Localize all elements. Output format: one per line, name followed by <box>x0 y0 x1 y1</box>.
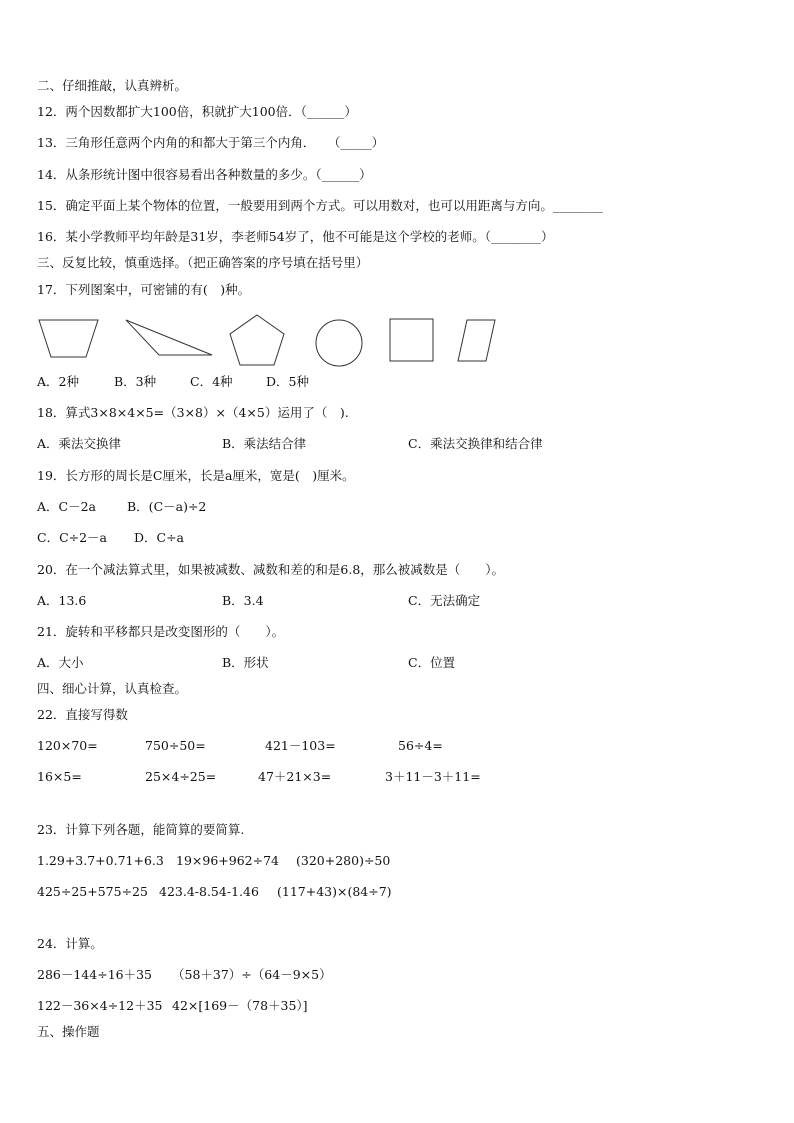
section-4-heading: 四、细心计算，认真检查。 <box>37 681 188 696</box>
q22-item: 3＋11－3＋11= <box>385 769 481 784</box>
q24-item: （58＋37）÷（64－9×5） <box>172 967 332 982</box>
triangle-shape <box>124 318 214 358</box>
section-3-heading: 三、反复比较，慎重选择。（把正确答案的序号填在括号里） <box>37 255 369 270</box>
q21-option-c: C．位置 <box>408 655 456 670</box>
question-13: 13．三角形任意两个内角的和都大于第三个内角． （_____） <box>37 135 385 150</box>
q19-option-d: D．C÷a <box>134 530 185 545</box>
q23-item: (117+43)×(84÷7) <box>277 884 392 899</box>
q24-item: 42×[169－（78＋35）] <box>172 998 308 1013</box>
question-16: 16．某小学教师平均年龄是31岁，李老师54岁了，他不可能是这个学校的老师。（________） <box>37 229 554 244</box>
q23-item: 1.29+3.7+0.71+6.3 <box>37 853 164 868</box>
q23-item: 423.4-8.54-1.46 <box>159 884 259 899</box>
q22-item: 25×4÷25= <box>145 769 217 784</box>
q20-option-b: B．3.4 <box>222 593 264 608</box>
section-2-heading: 二、仔细推敲，认真辨析。 <box>37 78 188 93</box>
section-5-heading: 五、操作题 <box>37 1024 100 1039</box>
question-18-stem: 18．算式3×8×4×5=（3×8）×（4×5）运用了（ ). <box>37 405 349 420</box>
q17-option-b: B．3种 <box>114 374 157 389</box>
question-12: 12．两个因数都扩大100倍，积就扩大100倍．（______） <box>37 104 357 119</box>
trapezoid-shape <box>38 318 100 360</box>
parallelogram-shape <box>457 319 497 363</box>
q23-item: (320+280)÷50 <box>296 853 391 868</box>
q19-option-a: A．C－2a <box>37 499 96 514</box>
question-22-stem: 22．直接写得数 <box>37 707 128 722</box>
circle-shape <box>314 318 364 368</box>
q21-option-a: A．大小 <box>37 655 84 670</box>
question-24-stem: 24．计算。 <box>37 936 103 951</box>
pentagon-shape <box>228 313 286 367</box>
q17-option-c: C．4种 <box>190 374 233 389</box>
q19-option-b: B．(C－a)÷2 <box>127 499 207 514</box>
q17-option-a: A．2种 <box>37 374 79 389</box>
square-shape <box>389 318 435 362</box>
q21-option-b: B．形状 <box>222 655 269 670</box>
q17-option-d: D．5种 <box>266 374 309 389</box>
q19-option-c: C．C÷2－a <box>37 530 108 545</box>
q22-item: 750÷50= <box>145 738 206 753</box>
q24-item: 286－144÷16＋35 <box>37 967 153 982</box>
q24-item: 122－36×4÷12＋35 <box>37 998 163 1013</box>
question-23-stem: 23．计算下列各题，能简算的要简算. <box>37 822 245 837</box>
q20-option-c: C．无法确定 <box>408 593 481 608</box>
q18-option-c: C．乘法交换律和结合律 <box>408 436 543 451</box>
q22-item: 56÷4= <box>398 738 443 753</box>
q23-item: 425÷25+575÷25 <box>37 884 148 899</box>
question-15: 15．确定平面上某个物体的位置，一般要用到两个方式。可以用数对，也可以用距离与方向。________ <box>37 198 603 213</box>
q22-item: 120×70= <box>37 738 98 753</box>
question-14: 14．从条形统计图中很容易看出各种数量的多少。（______） <box>37 167 372 182</box>
question-21-stem: 21．旋转和平移都只是改变图形的（ ）。 <box>37 624 285 639</box>
q22-item: 16×5= <box>37 769 82 784</box>
question-19-stem: 19．长方形的周长是C厘米，长是a厘米，宽是( )厘米。 <box>37 468 355 483</box>
question-20-stem: 20．在一个减法算式里，如果被减数、减数和差的和是6.8，那么被减数是（ ）。 <box>37 562 505 577</box>
q18-option-a: A．乘法交换律 <box>37 436 122 451</box>
question-17-stem: 17．下列图案中，可密铺的有( )种。 <box>37 282 251 297</box>
q22-item: 47＋21×3= <box>258 769 332 784</box>
q23-item: 19×96+962÷74 <box>176 853 279 868</box>
q22-item: 421－103= <box>265 738 336 753</box>
q18-option-b: B．乘法结合律 <box>222 436 307 451</box>
q20-option-a: A．13.6 <box>37 593 87 608</box>
